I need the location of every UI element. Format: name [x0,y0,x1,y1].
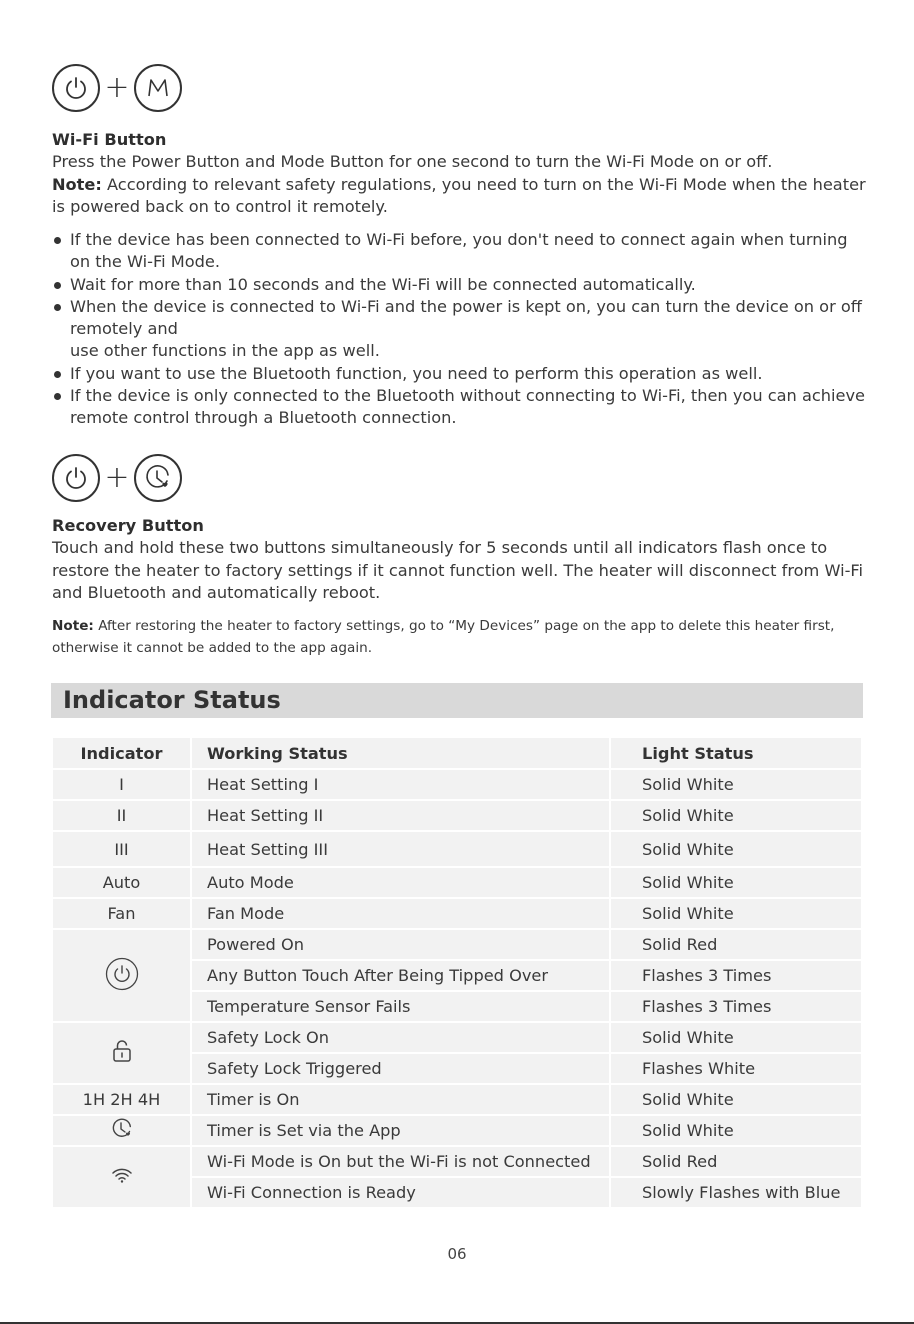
indicator-cell: Fan [52,898,191,929]
indicator-cell [52,1115,191,1146]
wifi-note-text: According to relevant safety regulations, you need to turn on the Wi-Fi Mode when the heater is powered back on to control it remotely. [52,174,866,217]
lock-icon [111,1039,133,1063]
wifi-section [52,129,872,219]
recovery-title: Recovery Button [52,516,204,535]
indicator-status-table [51,736,863,1209]
header-indicator: Indicator [52,737,191,769]
working-status-cell: Wi-Fi Connection is Ready [191,1177,610,1208]
table-row [52,929,862,960]
light-status-cell: Solid White [610,1115,862,1146]
light-status-cell: Flashes 3 Times [610,991,862,1022]
timer-icon [134,454,182,502]
wifi-note-label: Note: [52,174,102,194]
plus-icon: + [104,460,130,495]
working-status-cell: Auto Mode [191,867,610,898]
list-item: If you want to use the Bluetooth function, you need to perform this operation as well. [52,363,872,385]
working-status-cell: Powered On [191,929,610,960]
table-row [52,831,862,867]
working-status-cell: Safety Lock Triggered [191,1053,610,1084]
light-status-cell: Solid Red [610,1146,862,1177]
indicator-cell [52,1022,191,1084]
table-row [52,898,862,929]
light-status-cell: Flashes 3 Times [610,960,862,991]
indicator-status-heading: Indicator Status [51,683,863,718]
light-status-cell: Solid White [610,831,862,867]
wifi-title: Wi-Fi Button [52,130,167,149]
timer-icon [110,1117,134,1141]
light-status-cell: Solid White [610,867,862,898]
recovery-note-label: Note: [52,618,94,634]
table-row [52,1115,862,1146]
header-light-status: Light Status [610,737,862,769]
recovery-button-combo [52,454,182,502]
recovery-note [52,615,872,659]
power-icon [105,957,139,991]
plus-icon: + [104,70,130,105]
header-working-status: Working Status [191,737,610,769]
light-status-cell: Solid White [610,769,862,800]
indicator-cell [52,929,191,1022]
indicator-cell [52,1146,191,1208]
table-row [52,800,862,831]
wifi-bullet-list [52,229,872,430]
list-item-continuation: use other functions in the app as well. [70,341,380,361]
working-status-cell: Heat Setting I [191,769,610,800]
light-status-cell: Solid White [610,1084,862,1115]
light-status-cell: Solid White [610,1022,862,1053]
light-status-cell: Solid White [610,800,862,831]
table-row [52,867,862,898]
working-status-cell: Heat Setting III [191,831,610,867]
table-header-row [52,737,862,769]
table-row [52,1146,862,1177]
table-row [52,769,862,800]
indicator-cell: 1H 2H 4H [52,1084,191,1115]
wifi-note [52,174,872,219]
recovery-section [52,515,872,605]
working-status-cell: Timer is Set via the App [191,1115,610,1146]
table-row [52,1022,862,1053]
mode-icon [134,64,182,112]
list-item: Wait for more than 10 seconds and the Wi-Fi will be connected automatically. [52,274,872,296]
working-status-cell: Fan Mode [191,898,610,929]
light-status-cell: Slowly Flashes with Blue [610,1177,862,1208]
working-status-cell: Temperature Sensor Fails [191,991,610,1022]
working-status-cell: Any Button Touch After Being Tipped Over [191,960,610,991]
page-number: 06 [447,1245,467,1263]
indicator-cell: I [52,769,191,800]
recovery-note-text: After restoring the heater to factory settings, go to “My Devices” page on the app to delete this heater first, otherwise it cannot be added to the app again. [52,618,835,656]
list-item: When the device is connected to Wi-Fi and the power is kept on, you can turn the device on or off remotely and use other functions in the app as well. [52,296,872,363]
wifi-button-combo [52,64,182,112]
indicator-cell: Auto [52,867,191,898]
working-status-cell: Heat Setting II [191,800,610,831]
indicator-cell: III [52,831,191,867]
table-row [52,1084,862,1115]
working-status-cell: Wi-Fi Mode is On but the Wi-Fi is not Connected [191,1146,610,1177]
list-item: If the device has been connected to Wi-Fi before, you don't need to connect again when turning on the Wi-Fi Mode. [52,229,872,274]
wifi-icon [111,1167,133,1183]
wifi-desc: Press the Power Button and Mode Button for one second to turn the Wi-Fi Mode on or off. [52,152,773,172]
working-status-cell: Timer is On [191,1084,610,1115]
light-status-cell: Solid Red [610,929,862,960]
recovery-desc: Touch and hold these two buttons simultaneously for 5 seconds until all indicators flash once to restore the heater to factory settings if it cannot function well. The heater will disconnect from Wi-Fi and Bluetooth and automatically reboot. [52,538,864,603]
working-status-cell: Safety Lock On [191,1022,610,1053]
indicator-cell: II [52,800,191,831]
power-icon [52,454,100,502]
list-item: If the device is only connected to the Bluetooth without connecting to Wi-Fi, then you can achieve remote control through a Bluetooth connection. [52,385,872,430]
power-icon [52,64,100,112]
light-status-cell: Solid White [610,898,862,929]
light-status-cell: Flashes White [610,1053,862,1084]
